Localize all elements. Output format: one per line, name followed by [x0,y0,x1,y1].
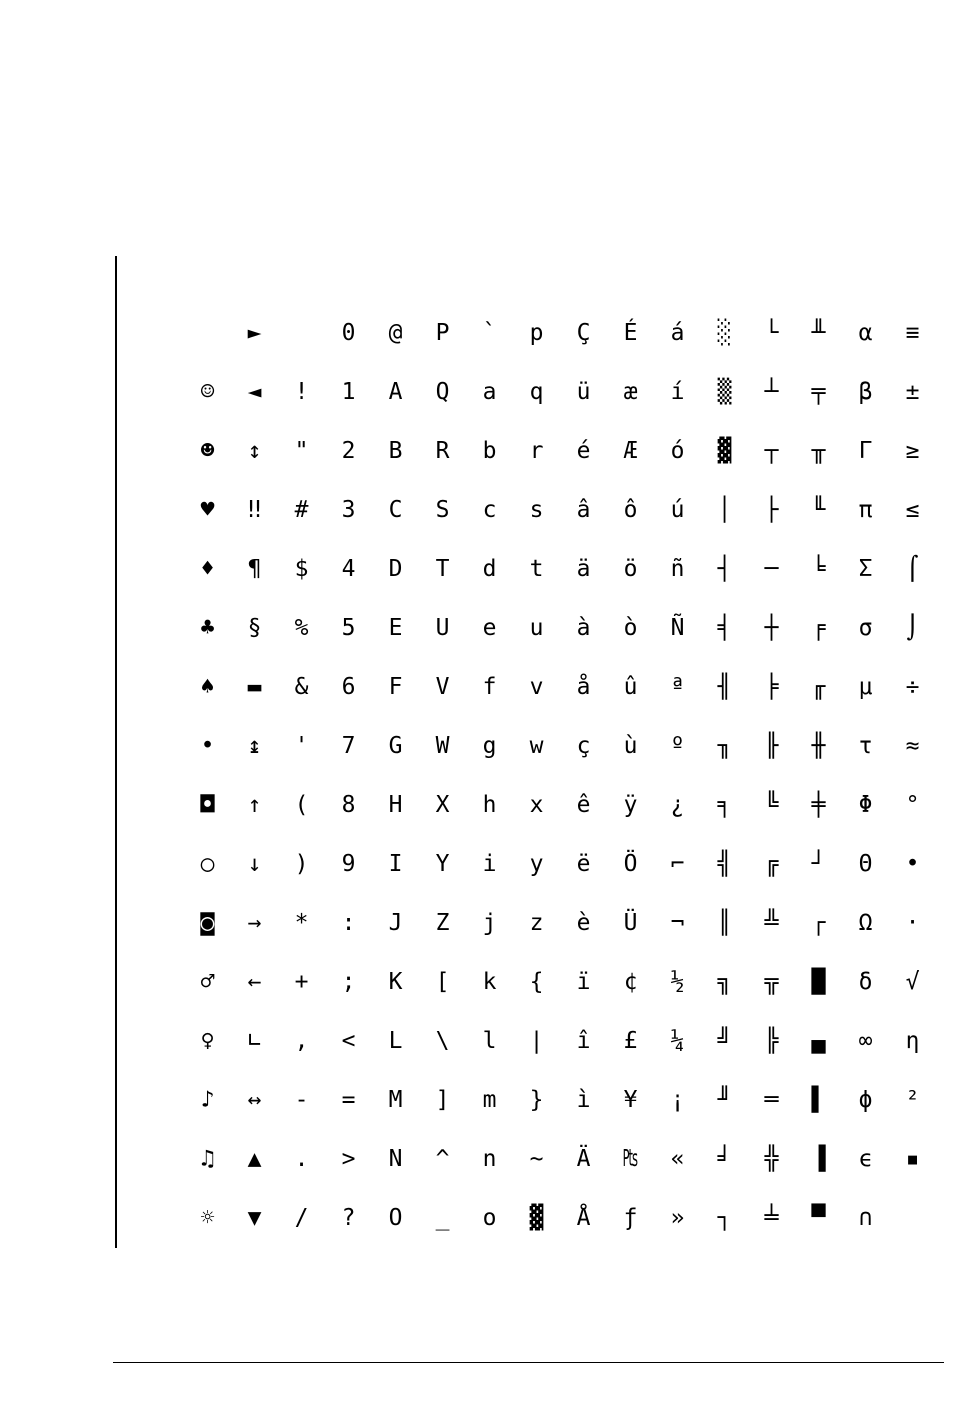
char-cell: η [905,1028,920,1054]
char-cell: , [294,1028,309,1054]
char-cell: ╟ [764,733,779,759]
char-cell: ∟ [247,1028,262,1054]
char-cell: í [670,379,685,405]
char-cell: ├ [764,497,779,523]
char-cell: ☺ [200,379,215,405]
char-cell: ╗ [717,969,732,995]
char-cell: ~ [529,1146,544,1172]
char-cell: k [482,969,497,995]
char-cell: Ω [858,910,873,936]
char-cell: H [388,792,403,818]
char-cell: è [576,910,591,936]
char-cell: ♦ [200,556,215,582]
char-cell: é [576,438,591,464]
char-cell: 2 [341,438,356,464]
char-cell: 6 [341,674,356,700]
char-cell: { [529,969,544,995]
char-cell: ♪ [200,1087,215,1113]
char-cell: √ [905,969,920,995]
char-cell: S [435,497,450,523]
char-cell: └ [764,320,779,346]
char-cell: ` [482,320,497,346]
char-cell: τ [858,733,873,759]
char-cell: e [482,615,497,641]
char-cell: ╜ [717,1087,732,1113]
char-cell: æ [623,379,638,405]
char-cell: ▪ [905,1146,920,1172]
char-cell: ┼ [764,615,779,641]
char-cell: ╣ [717,851,732,877]
char-cell: ö [623,556,638,582]
char-cell: ∞ [858,1028,873,1054]
char-cell: 7 [341,733,356,759]
char-cell: 8 [341,792,356,818]
char-cell: ! [294,379,309,405]
char-cell: ² [905,1087,920,1113]
char-cell: Z [435,910,450,936]
char-cell: ═ [764,1087,779,1113]
char-cell: K [388,969,403,995]
char-cell: ─ [764,556,779,582]
char-cell: Γ [858,438,873,464]
char-cell: ] [435,1087,450,1113]
char-cell: z [529,910,544,936]
char-cell: A [388,379,403,405]
char-cell: ╒ [811,615,826,641]
char-cell: l [482,1028,497,1054]
char-cell: ♥ [200,497,215,523]
char-cell: Å [576,1205,591,1231]
char-cell: T [435,556,450,582]
char-cell: ╧ [764,1205,779,1231]
char-cell: ╡ [717,615,732,641]
char-cell: n [482,1146,497,1172]
char-cell: Ç [576,320,591,346]
char-cell: > [341,1146,356,1172]
char-cell: _ [435,1205,450,1231]
char-cell: û [623,674,638,700]
char-cell: ^ [435,1146,450,1172]
char-cell: £ [623,1028,638,1054]
char-cell: M [388,1087,403,1113]
char-cell: - [294,1087,309,1113]
char-cell: I [388,851,403,877]
char-cell: p [529,320,544,346]
char-cell: s [529,497,544,523]
char-cell: █ [811,969,826,995]
char-cell: δ [858,969,873,995]
char-cell: • [905,851,920,877]
char-cell: ≡ [905,320,920,346]
char-cell: É [623,320,638,346]
char-cell: ô [623,497,638,523]
char-cell: \ [435,1028,450,1054]
char-cell: u [529,615,544,641]
char-cell: E [388,615,403,641]
char-cell: 0 [341,320,356,346]
char-cell: ▀ [811,1205,826,1231]
char-cell: ⌠ [905,556,920,582]
char-cell: ¬ [670,910,685,936]
char-cell: Ñ [670,615,685,641]
char-cell: ▓ [717,438,732,464]
char-cell: · [905,910,920,936]
char-cell: ╖ [717,733,732,759]
char-cell: ÷ [905,674,920,700]
char-cell: 1 [341,379,356,405]
char-cell: N [388,1146,403,1172]
char-cell: | [529,1028,544,1054]
left-margin-rule [115,256,117,1248]
char-cell: + [294,969,309,995]
char-cell: w [529,733,544,759]
char-cell: b [482,438,497,464]
char-cell: D [388,556,403,582]
char-cell: < [341,1028,356,1054]
char-cell: Ü [623,910,638,936]
char-cell: c [482,497,497,523]
char-cell: x [529,792,544,818]
char-cell: ☼ [200,1205,215,1231]
char-cell: 3 [341,497,356,523]
char-cell: @ [388,320,403,346]
char-cell: R [435,438,450,464]
char-cell: â [576,497,591,523]
char-cell: J [388,910,403,936]
char-cell: │ [717,497,732,523]
char-cell: ù [623,733,638,759]
char-cell: ← [247,969,262,995]
char-cell: ≤ [905,497,920,523]
char-cell: y [529,851,544,877]
char-cell: ╛ [717,1146,732,1172]
char-cell: B [388,438,403,464]
char-cell: X [435,792,450,818]
char-cell: π [858,497,873,523]
char-cell: ░ [717,320,732,346]
char-cell: ┐ [717,1205,732,1231]
char-cell: μ [858,674,873,700]
char-cell: = [341,1087,356,1113]
char-cell: ì [576,1087,591,1113]
char-cell: → [247,910,262,936]
char-cell: ║ [717,910,732,936]
char-cell: ▄ [811,1028,826,1054]
char-cell: % [294,615,309,641]
char-cell: m [482,1087,497,1113]
char-cell: 4 [341,556,356,582]
char-cell: F [388,674,403,700]
char-cell: ê [576,792,591,818]
char-cell: ▒ [717,379,732,405]
char-cell: ╦ [764,969,779,995]
char-cell: ♀ [200,1028,215,1054]
char-cell: ¡ [670,1087,685,1113]
char-cell: ≈ [905,733,920,759]
char-cell: ┌ [811,910,826,936]
char-cell: ƒ [623,1205,638,1231]
char-cell: ª [670,674,685,700]
char-cell: ╪ [811,792,826,818]
char-cell: ♠ [200,674,215,700]
char-cell: g [482,733,497,759]
char-cell: ▓ [529,1205,544,1231]
char-cell: ╙ [811,497,826,523]
char-cell: ↨ [247,733,262,759]
char-cell: ↑ [247,792,262,818]
char-cell: ä [576,556,591,582]
char-cell: q [529,379,544,405]
char-cell: h [482,792,497,818]
char-cell: ‼ [247,497,262,523]
char-cell [184,304,231,363]
char-cell: G [388,733,403,759]
char-cell: Ä [576,1146,591,1172]
char-cell: & [294,674,309,700]
char-cell: ◘ [200,792,215,818]
char-cell: ╘ [811,556,826,582]
char-cell: ▼ [247,1205,262,1231]
char-cell: ○ [200,851,215,877]
char-cell: ¢ [623,969,638,995]
footer-rule [113,1362,944,1363]
char-cell: ÿ [623,792,638,818]
char-cell: Θ [858,851,873,877]
char-cell: § [247,615,262,641]
char-cell: W [435,733,450,759]
char-cell: : [341,910,356,936]
char-cell: a [482,379,497,405]
char-cell: O [388,1205,403,1231]
char-cell: ⌐ [670,851,685,877]
char-cell: Y [435,851,450,877]
char-cell: " [294,438,309,464]
char-cell: ¥ [623,1087,638,1113]
char-cell: . [294,1146,309,1172]
char-cell [278,304,325,363]
char-cell: ò [623,615,638,641]
char-cell: ♫ [200,1146,215,1172]
char-cell: ñ [670,556,685,582]
char-cell: ⌡ [905,615,920,641]
char-cell: • [200,733,215,759]
char-cell: r [529,438,544,464]
char-cell: ▐ [811,1146,826,1172]
char-cell: ϕ [858,1087,873,1113]
char-cell: ∩ [858,1205,873,1231]
char-cell: ╩ [764,910,779,936]
char-cell: ↓ [247,851,262,877]
char-cell: ╚ [764,792,779,818]
char-cell: [ [435,969,450,995]
char-cell: º [670,733,685,759]
char-cell: f [482,674,497,700]
char-cell: v [529,674,544,700]
char-cell: ╫ [811,733,826,759]
char-cell: ╔ [764,851,779,877]
char-cell: ◄ [247,379,262,405]
char-cell: ╝ [717,1028,732,1054]
char-cell: ▬ [247,674,262,700]
char-cell: 9 [341,851,356,877]
char-cell: ϵ [858,1146,873,1172]
char-cell: ▲ [247,1146,262,1172]
char-cell: ; [341,969,356,995]
char-cell: ç [576,733,591,759]
char-cell: ° [905,792,920,818]
char-cell: « [670,1146,685,1172]
char-cell: ┘ [811,851,826,877]
char-cell: V [435,674,450,700]
char-cell: ó [670,438,685,464]
char-cell: P [435,320,450,346]
char-cell: ╕ [717,792,732,818]
char-cell: ☻ [200,438,215,464]
char-cell: # [294,497,309,523]
char-cell: ' [294,733,309,759]
char-cell: ┤ [717,556,732,582]
character-set-table [184,304,936,1248]
char-cell: } [529,1087,544,1113]
char-cell: ╞ [764,674,779,700]
char-cell: Q [435,379,450,405]
char-cell: ü [576,379,591,405]
char-cell: ╓ [811,674,826,700]
char-cell: 5 [341,615,356,641]
char-cell: ╢ [717,674,732,700]
char-cell: ► [247,320,262,346]
char-cell: j [482,910,497,936]
char-cell: i [482,851,497,877]
char-cell: U [435,615,450,641]
char-cell: o [482,1205,497,1231]
char-cell: ♣ [200,615,215,641]
char-cell: ) [294,851,309,877]
char-cell: β [858,379,873,405]
char-cell: ╨ [811,320,826,346]
char-cell: » [670,1205,685,1231]
char-cell: t [529,556,544,582]
char-cell: ï [576,969,591,995]
char-cell: ë [576,851,591,877]
char-cell: ╥ [811,438,826,464]
char-cell: L [388,1028,403,1054]
char-cell: ◙ [200,910,215,936]
char-cell: α [858,320,873,346]
char-cell: ┬ [764,438,779,464]
char-cell: å [576,674,591,700]
char-cell: ¼ [670,1028,685,1054]
char-cell: Æ [623,438,638,464]
char-cell: ╤ [811,379,826,405]
char-cell: ♂ [200,969,215,995]
char-cell: ↔ [247,1087,262,1113]
char-cell: ₧ [623,1146,638,1172]
char-cell: ≥ [905,438,920,464]
char-cell: ± [905,379,920,405]
char-cell: Φ [858,792,873,818]
char-cell: ↕ [247,438,262,464]
char-cell [889,1189,936,1248]
char-cell: ┴ [764,379,779,405]
char-cell: $ [294,556,309,582]
char-cell: ú [670,497,685,523]
char-cell: ¶ [247,556,262,582]
char-cell: á [670,320,685,346]
char-cell: ╬ [764,1146,779,1172]
char-cell: ( [294,792,309,818]
char-cell: σ [858,615,873,641]
char-cell: Ö [623,851,638,877]
char-cell: C [388,497,403,523]
char-cell: ? [341,1205,356,1231]
char-cell: d [482,556,497,582]
char-cell: / [294,1205,309,1231]
char-cell: ▌ [811,1087,826,1113]
char-cell: à [576,615,591,641]
char-cell: ½ [670,969,685,995]
char-cell: î [576,1028,591,1054]
char-cell: * [294,910,309,936]
char-cell: ¿ [670,792,685,818]
char-cell: ╠ [764,1028,779,1054]
char-cell: Σ [858,556,873,582]
